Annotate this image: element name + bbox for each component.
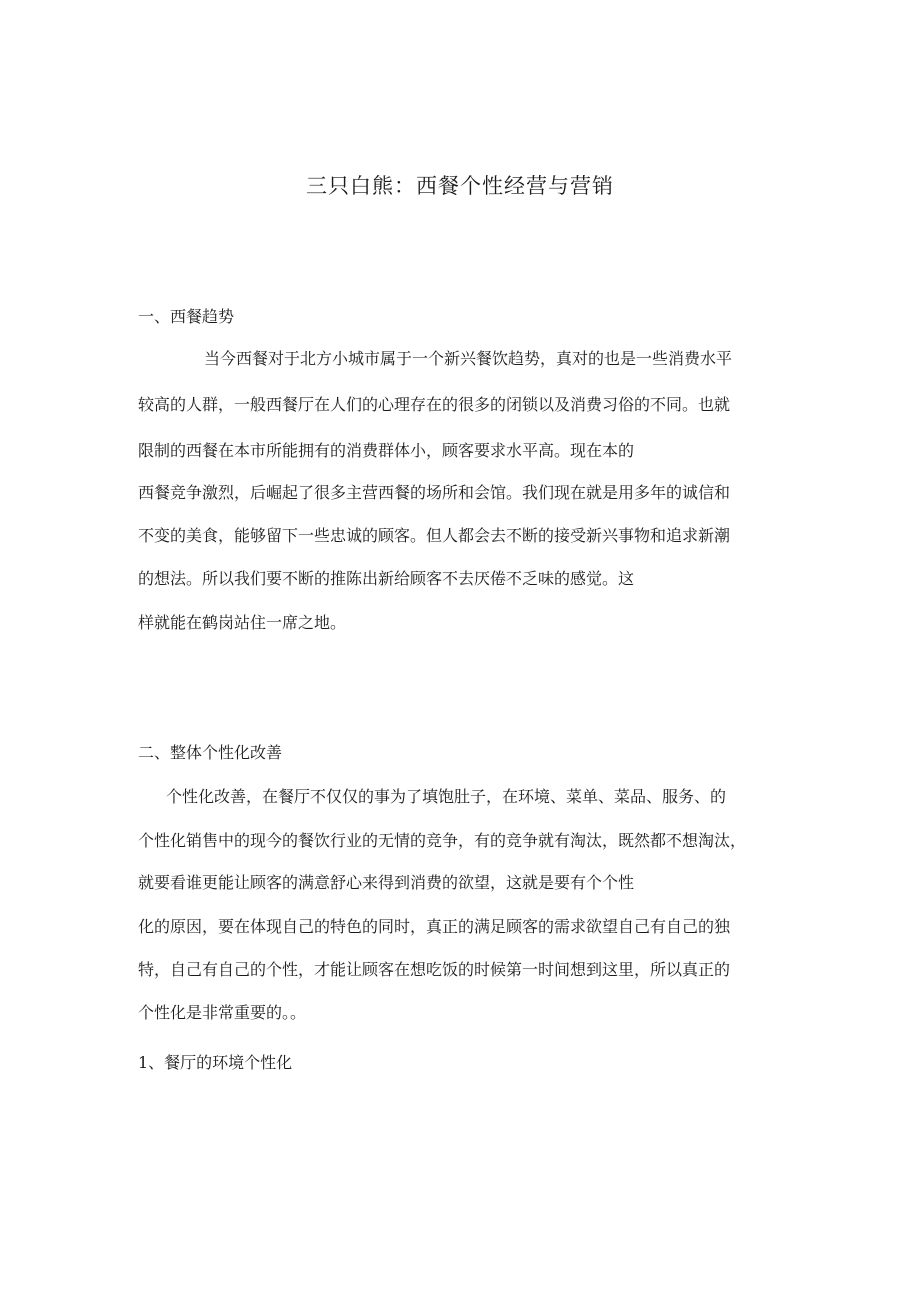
paragraph-line: 的想法。所以我们要不断的推陈出新给顾客不去厌倦不乏味的感觉。这 bbox=[138, 569, 635, 588]
paragraph-line: 较高的人群，一般西餐厅在人们的心理存在的很多的闭锁以及消费习俗的不同。也就 bbox=[138, 395, 731, 414]
section-heading-1: 一、西餐趋势 bbox=[138, 307, 235, 326]
subsection-heading: 1、餐厅的环境个性化 bbox=[138, 1053, 293, 1072]
paragraph-line: 个性化是非常重要的。。 bbox=[138, 1003, 307, 1022]
paragraph-line: 特，自己有自己的个性，才能让顾客在想吃饭的时候第一时间想到这里，所以真正的 bbox=[138, 960, 731, 979]
paragraph-line: 不变的美食，能够留下一些忠诚的顾客。但人都会去不断的接受新兴事物和追求新潮 bbox=[138, 526, 731, 545]
paragraph-line: 就要看谁更能让顾客的满意舒心来得到消费的欲望，这就是要有个个性 bbox=[138, 873, 635, 892]
paragraph-line: 限制的西餐在本市所能拥有的消费群体小，顾客要求水平高。现在本的 bbox=[138, 441, 635, 460]
paragraph-line: 个性化销售中的现今的餐饮行业的无情的竞争，有的竞争就有淘汰，既然都不想淘汰， bbox=[138, 831, 747, 850]
paragraph-line: 当今西餐对于北方小城市属于一个新兴餐饮趋势，真对的也是一些消费水平 bbox=[204, 349, 733, 368]
paragraph-line: 样就能在鹤岗站住一席之地。 bbox=[138, 613, 347, 632]
section-heading-2: 二、整体个性化改善 bbox=[138, 743, 283, 762]
paragraph-line: 化的原因，要在体现自己的特色的同时，真正的满足顾客的需求欲望自己有自己的独 bbox=[138, 917, 731, 936]
document-title: 三只白熊：西餐个性经营与营销 bbox=[306, 174, 614, 198]
paragraph-line: 西餐竞争激烈，后崛起了很多主营西餐的场所和会馆。我们现在就是用多年的诚信和 bbox=[138, 483, 731, 502]
paragraph-line: 个性化改善，在餐厅不仅仅的事为了填饱肚子，在环境、菜单、菜品、服务、的 bbox=[166, 787, 727, 806]
